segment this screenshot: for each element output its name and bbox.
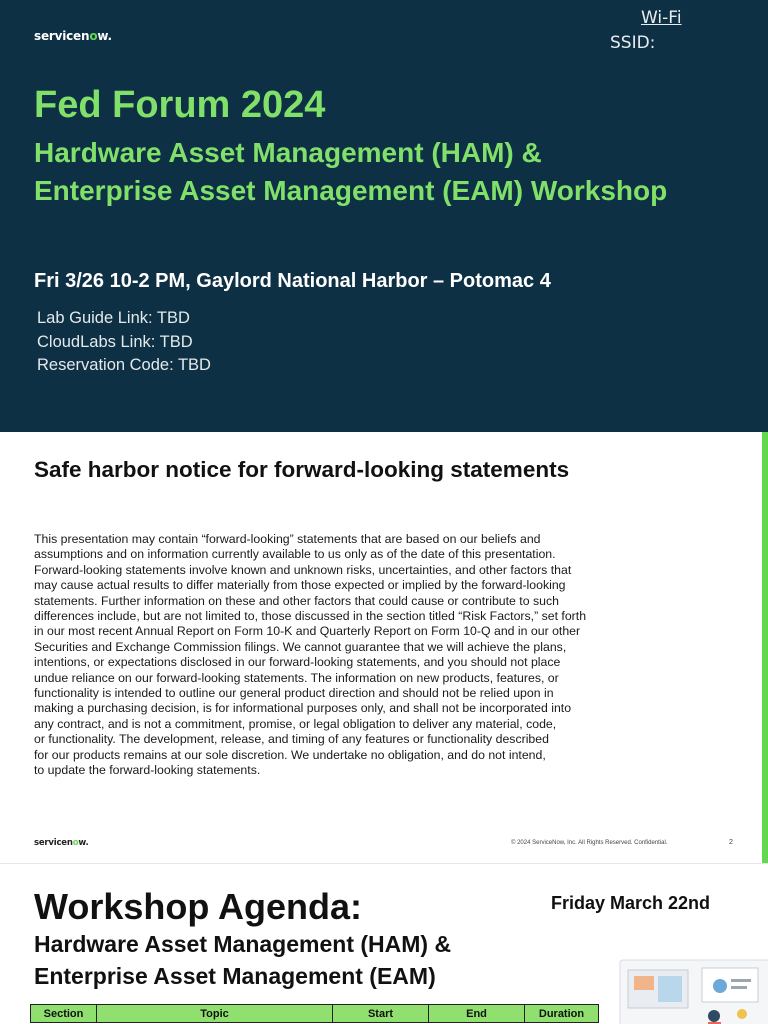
notice-line: This presentation may contain “forward-looking” statements that are based on our beliefs and — [34, 532, 541, 546]
servicenow-logo: servicenow. — [34, 29, 112, 43]
lab-guide-link[interactable]: Lab Guide Link: TBD — [37, 309, 190, 327]
notice-line: making a purchasing decision, is for informational purposes only, and shall not be incorporated into — [34, 701, 572, 716]
copyright-notice: © 2024 ServiceNow, Inc. All Rights Reserved. Confidential. — [511, 840, 668, 846]
notice-line: undue reliance on our forward-looking statements. The information on new products, features, or — [34, 670, 559, 685]
notice-line: statements. Further information on these and other factors that could cause or contribute to such — [34, 593, 559, 608]
agenda-header-end: End — [429, 1005, 525, 1023]
workshop-illustration — [614, 946, 768, 1024]
notice-line: functionality is intended to outline our general product direction and should not be relied upon in — [34, 686, 554, 701]
agenda-subheading-line: Enterprise Asset Management (EAM) — [34, 963, 436, 989]
agenda-date: Friday March 22nd — [551, 893, 711, 913]
ssid-label: SSID: — [610, 33, 656, 53]
notice-line: differences include, but are not limited to, those discussed in the section titled “Risk Factors,” set forth — [34, 609, 587, 624]
servicenow-logo-footer: servicenow. — [34, 838, 89, 848]
notice-line: for our products remains at our sole discretion. We undertake no obligation, and do not intend, — [34, 747, 546, 762]
agenda-subheading-line: Hardware Asset Management (HAM) & — [34, 931, 452, 957]
workshop-title: Hardware Asset Management (HAM) & Enterprise Asset Management (EAM) Workshop — [34, 137, 668, 206]
agenda-table — [30, 1004, 599, 1023]
notice-line: Forward-looking statements involve known and unknown risks, uncertainties, and other factors that — [34, 562, 572, 577]
agenda-header-topic: Topic — [97, 1005, 333, 1023]
notice-line: or functionality. The development, release, and timing of any features or functionality described — [34, 732, 549, 747]
accent-bar — [762, 432, 768, 864]
agenda-header-section: Section — [31, 1005, 97, 1023]
notice-line: intentions, or expectations disclosed in our forward-looking statements, and you should not place — [34, 655, 561, 670]
notice-line: assumptions and on information currently available to us only as of the date of this presentation. — [34, 547, 556, 562]
workshop-links — [37, 307, 211, 378]
title-slide — [0, 0, 768, 432]
safe-harbor-heading: Safe harbor notice for forward-looking statements — [34, 457, 570, 482]
page-number: 2 — [729, 839, 733, 846]
notice-line: Securities and Exchange Commission filings. We cannot guarantee that we will achieve the plans, — [34, 639, 567, 654]
agenda-header-start: Start — [333, 1005, 429, 1023]
safe-harbor-slide — [0, 432, 768, 864]
event-title: Fed Forum 2024 — [34, 84, 326, 126]
agenda-heading: Workshop Agenda: — [34, 886, 363, 927]
agenda-header-duration: Duration — [525, 1005, 599, 1023]
agenda-subheading — [34, 928, 451, 992]
reservation-code: Reservation Code: TBD — [37, 356, 211, 374]
notice-line: may cause actual results to differ materially from those expected or implied by the forward-looking — [34, 578, 566, 593]
wifi-link[interactable]: Wi-Fi — [641, 8, 682, 28]
notice-line: in our most recent Annual Report on Form 10-K and Quarterly Report on Form 10-Q and in our other — [34, 624, 581, 639]
cloudlabs-link[interactable]: CloudLabs Link: TBD — [37, 332, 193, 351]
agenda-slide — [0, 864, 768, 1024]
notice-line: any contract, and is not a commitment, promise, or legal obligation to deliver any material, code, — [34, 716, 557, 731]
notice-line: to update the forward-looking statements. — [34, 763, 261, 778]
safe-harbor-notice — [34, 532, 674, 779]
agenda-table-header-row — [31, 1005, 599, 1023]
session-time-location: Fri 3/26 10-2 PM, Gaylord National Harbor – Potomac 4 — [34, 270, 551, 292]
